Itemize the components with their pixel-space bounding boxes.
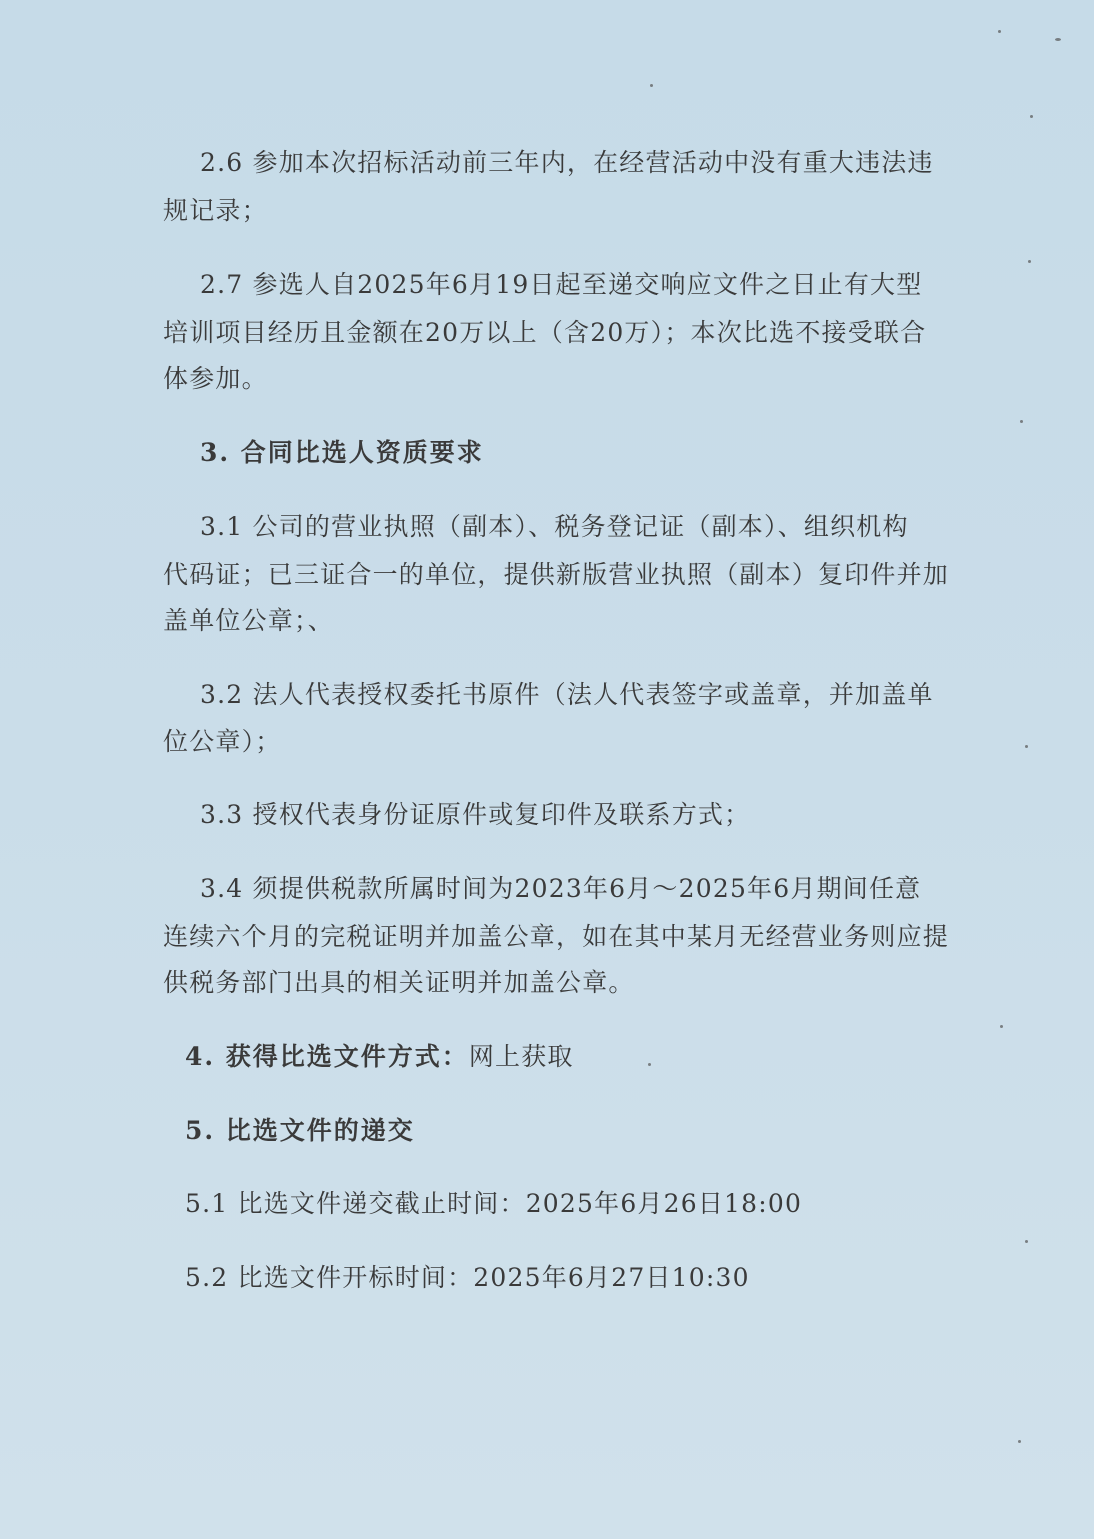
para-3-1-line-1: 3.1 公司的营业执照（副本）、税务登记证（副本）、组织机构 bbox=[200, 512, 909, 541]
para-3-1-line-3: 盖单位公章；、 bbox=[163, 606, 334, 635]
scan-speck bbox=[1020, 420, 1023, 423]
section-4-heading: 4. 获得比选文件方式： bbox=[185, 1042, 469, 1071]
scan-speck bbox=[1000, 1025, 1003, 1028]
para-3-4-line-1: 3.4 须提供税款所属时间为2023年6月～2025年6月期间任意 bbox=[200, 874, 922, 903]
para-3-1-line-2: 代码证；已三证合一的单位，提供新版营业执照（副本）复印件并加 bbox=[163, 560, 950, 589]
scan-speck bbox=[1018, 1440, 1021, 1443]
scan-speck bbox=[648, 1063, 651, 1066]
scan-speck bbox=[1025, 745, 1028, 748]
para-5-2-line-1: 5.2 比选文件开标时间：2025年6月27日10:30 bbox=[185, 1263, 750, 1292]
para-3-3-line-1: 3.3 授权代表身份证原件或复印件及联系方式； bbox=[200, 800, 751, 829]
scan-speck bbox=[1055, 38, 1061, 41]
section-4-line bbox=[185, 1042, 574, 1072]
para-3-2-line-1: 3.2 法人代表授权委托书原件（法人代表签字或盖章，并加盖单 bbox=[200, 680, 934, 709]
scan-speck bbox=[1025, 1240, 1028, 1243]
section-5-heading: 5. 比选文件的递交 bbox=[185, 1116, 415, 1145]
section-3-heading: 3. 合同比选人资质要求 bbox=[200, 438, 484, 467]
scan-speck bbox=[998, 30, 1001, 33]
scan-speck bbox=[650, 84, 653, 87]
para-2-7-line-1: 2.7 参选人自2025年6月19日起至递交响应文件之日止有大型 bbox=[200, 270, 923, 299]
scan-speck bbox=[1030, 115, 1033, 118]
para-2-7-line-3: 体参加。 bbox=[163, 364, 268, 393]
para-3-2-line-2: 位公章）； bbox=[163, 727, 282, 756]
para-2-6-line-2: 规记录； bbox=[163, 196, 268, 225]
section-4-value: 网上获取 bbox=[468, 1042, 574, 1071]
para-2-6-line-1: 2.6 参加本次招标活动前三年内，在经营活动中没有重大违法违 bbox=[200, 148, 934, 177]
para-3-4-line-3: 供税务部门出具的相关证明并加盖公章。 bbox=[163, 968, 635, 997]
para-2-7-line-2: 培训项目经历且金额在20万以上（含20万）；本次比选不接受联合 bbox=[163, 318, 927, 347]
scan-speck bbox=[1028, 260, 1031, 263]
para-5-1-line-1: 5.1 比选文件递交截止时间：2025年6月26日18:00 bbox=[185, 1189, 803, 1218]
para-3-4-line-2: 连续六个月的完税证明并加盖公章，如在其中某月无经营业务则应提 bbox=[163, 922, 950, 951]
